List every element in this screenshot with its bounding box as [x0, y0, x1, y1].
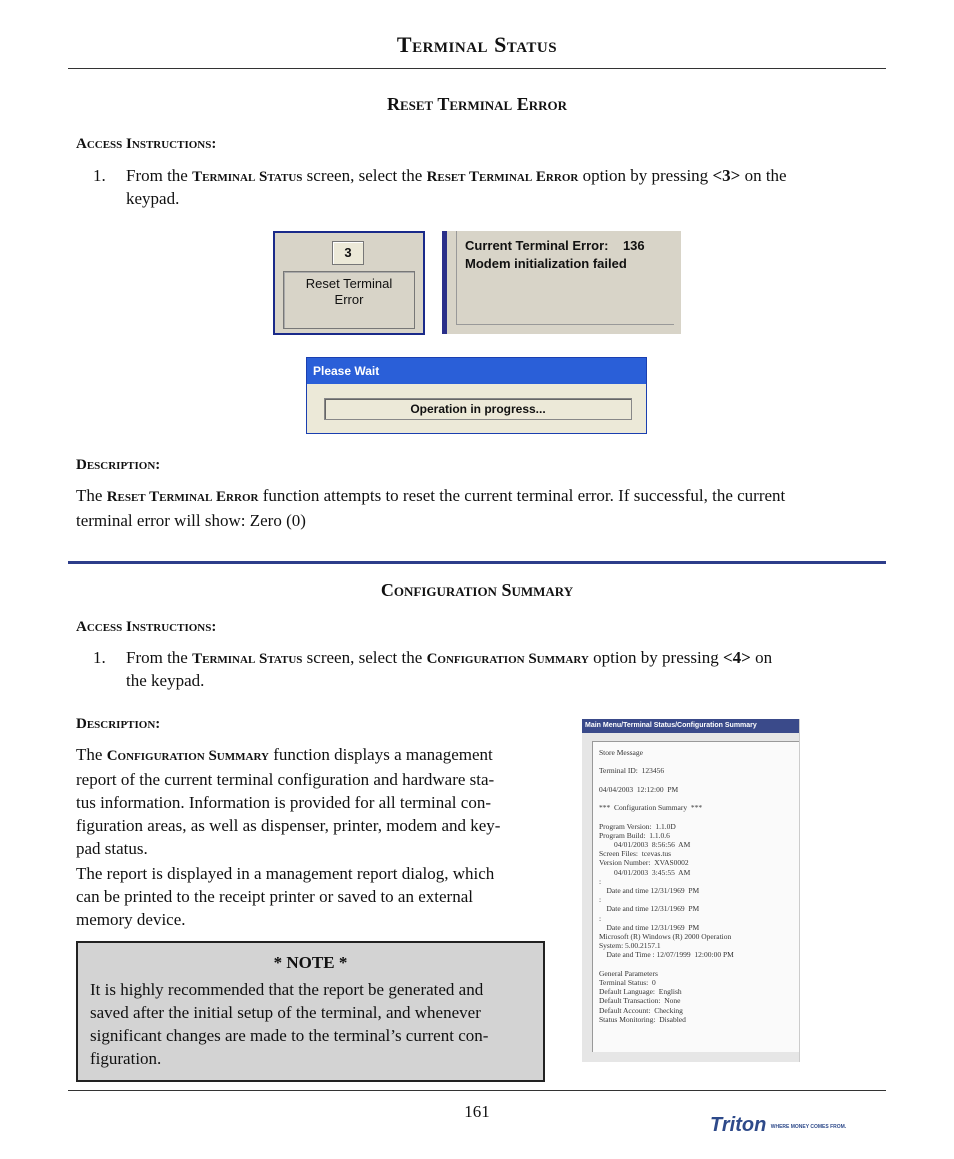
note-text: figuration.	[90, 1049, 162, 1068]
key-label-line2: Error	[334, 292, 364, 307]
reset-description	[76, 484, 886, 532]
desc-text: memory device.	[76, 910, 186, 929]
section-divider	[68, 561, 886, 564]
terminal-error-screenshot	[442, 231, 681, 334]
key-ref: <3>	[712, 166, 741, 185]
note-text: saved after the initial setup of the terminal, and whenever	[90, 1003, 481, 1022]
step-text: option by pressing	[593, 648, 719, 667]
function-ref: Configuration Summary	[106, 748, 269, 764]
reset-description-label: Description:	[76, 457, 161, 473]
note-text: It is highly recommended that the report be generated and	[90, 980, 484, 999]
footer-rule	[68, 1090, 886, 1091]
screen-ref: Terminal Status	[192, 651, 303, 667]
step-text: screen, select the	[306, 648, 423, 667]
progress-text: Operation in progress...	[324, 398, 632, 420]
option-ref: Configuration Summary	[426, 651, 589, 667]
reset-step-1	[93, 164, 883, 208]
status-display	[456, 231, 674, 325]
key-label-line1: Reset Terminal	[305, 276, 393, 291]
dialog-title: Please Wait	[307, 358, 646, 384]
step-text: screen, select the	[306, 166, 423, 185]
status-divider	[442, 231, 447, 334]
desc-text: pad status.	[76, 839, 148, 858]
reset-access-label: Access Instructions:	[76, 136, 217, 152]
option-ref: Reset Terminal Error	[426, 169, 579, 185]
error-description: Modem initialization failed	[465, 256, 627, 271]
config-description-label: Description:	[76, 716, 161, 732]
config-description-2	[76, 862, 546, 931]
step-text: From the	[126, 166, 188, 185]
desc-text: figuration areas, as well as dispenser, printer, modem and key-	[76, 816, 501, 835]
reset-section-title: Reset Terminal Error	[386, 94, 568, 114]
key-ref: <4>	[722, 648, 751, 667]
desc-text: The report is displayed in a management report dialog, which	[76, 864, 495, 883]
header-rule	[68, 68, 886, 69]
reset-terminal-error-label	[283, 271, 415, 329]
logo-tagline: WHERE MONEY COMES FROM.	[770, 1123, 847, 1130]
function-ref: Reset Terminal Error	[106, 489, 259, 505]
step-text: on	[755, 648, 773, 667]
config-access-label: Access Instructions:	[76, 619, 217, 635]
step-text: on the	[744, 166, 787, 185]
screen-ref: Terminal Status	[192, 169, 303, 185]
reset-key-screenshot	[273, 231, 425, 335]
config-description	[76, 743, 546, 860]
screenshot-title-bar: Main Menu/Terminal Status/Configuration Summary	[582, 719, 799, 733]
config-section-title: Configuration Summary	[380, 580, 574, 600]
step-number: 1.	[93, 166, 106, 185]
step-text: option by pressing	[582, 166, 709, 185]
desc-text: The	[76, 745, 103, 764]
note-box	[76, 941, 545, 1082]
desc-text: The	[76, 486, 103, 505]
page-number: 161	[464, 1102, 490, 1121]
current-error-text: Current Terminal Error: 136	[465, 238, 645, 253]
desc-text: function displays a management	[273, 745, 493, 764]
config-summary-screenshot	[582, 719, 800, 1062]
desc-text: report of the current terminal configuration and hardware sta-	[76, 770, 495, 789]
step-text: From the	[126, 648, 188, 667]
step-number: 1.	[93, 648, 106, 667]
desc-text: tus information. Information is provided for all terminal con-	[76, 793, 491, 812]
step-text-line2: keypad.	[126, 189, 180, 208]
key-3-button: 3	[332, 241, 364, 265]
step-text-line2: the keypad.	[126, 671, 205, 690]
config-step-1	[93, 646, 883, 690]
desc-text: can be printed to the receipt printer or saved to an external	[76, 887, 473, 906]
triton-logo	[710, 1114, 846, 1137]
desc-text: function attempts to reset the current terminal error. If successful, the current	[262, 486, 786, 505]
page-title: Terminal Status	[396, 32, 558, 57]
note-title: * NOTE *	[273, 953, 348, 972]
note-text: significant changes are made to the terminal’s current con-	[90, 1026, 489, 1045]
logo-text: Triton	[710, 1114, 767, 1136]
desc-text-line2: terminal error will show: Zero (0)	[76, 511, 306, 530]
please-wait-dialog	[306, 357, 647, 434]
report-text: Store Message Terminal ID: 123456 04/04/2003 12:12:00 PM *** Configuration Summary *** Program Version: 1.1.0D Program Build: 1.1.0.6 04/01/2003 8:56:56 AM Screen Files: tcevas.tus Version Number: XVAS0002 04/01/2003 3:45:55 AM : Date and time 12/31/1969 PM : Date and time 12/31/1969 PM : Date and time 12/31/1969 PM Microsoft (R) Windows (R) 2000 Operation System: 5.00.2157.1 Date and Time : 12/07/1999 12:00:00 PM General Parameters Terminal Status: 0 Default Language: English Default Transaction: None Default Account: Checking Status Monitoring: Disabled	[592, 741, 799, 1052]
